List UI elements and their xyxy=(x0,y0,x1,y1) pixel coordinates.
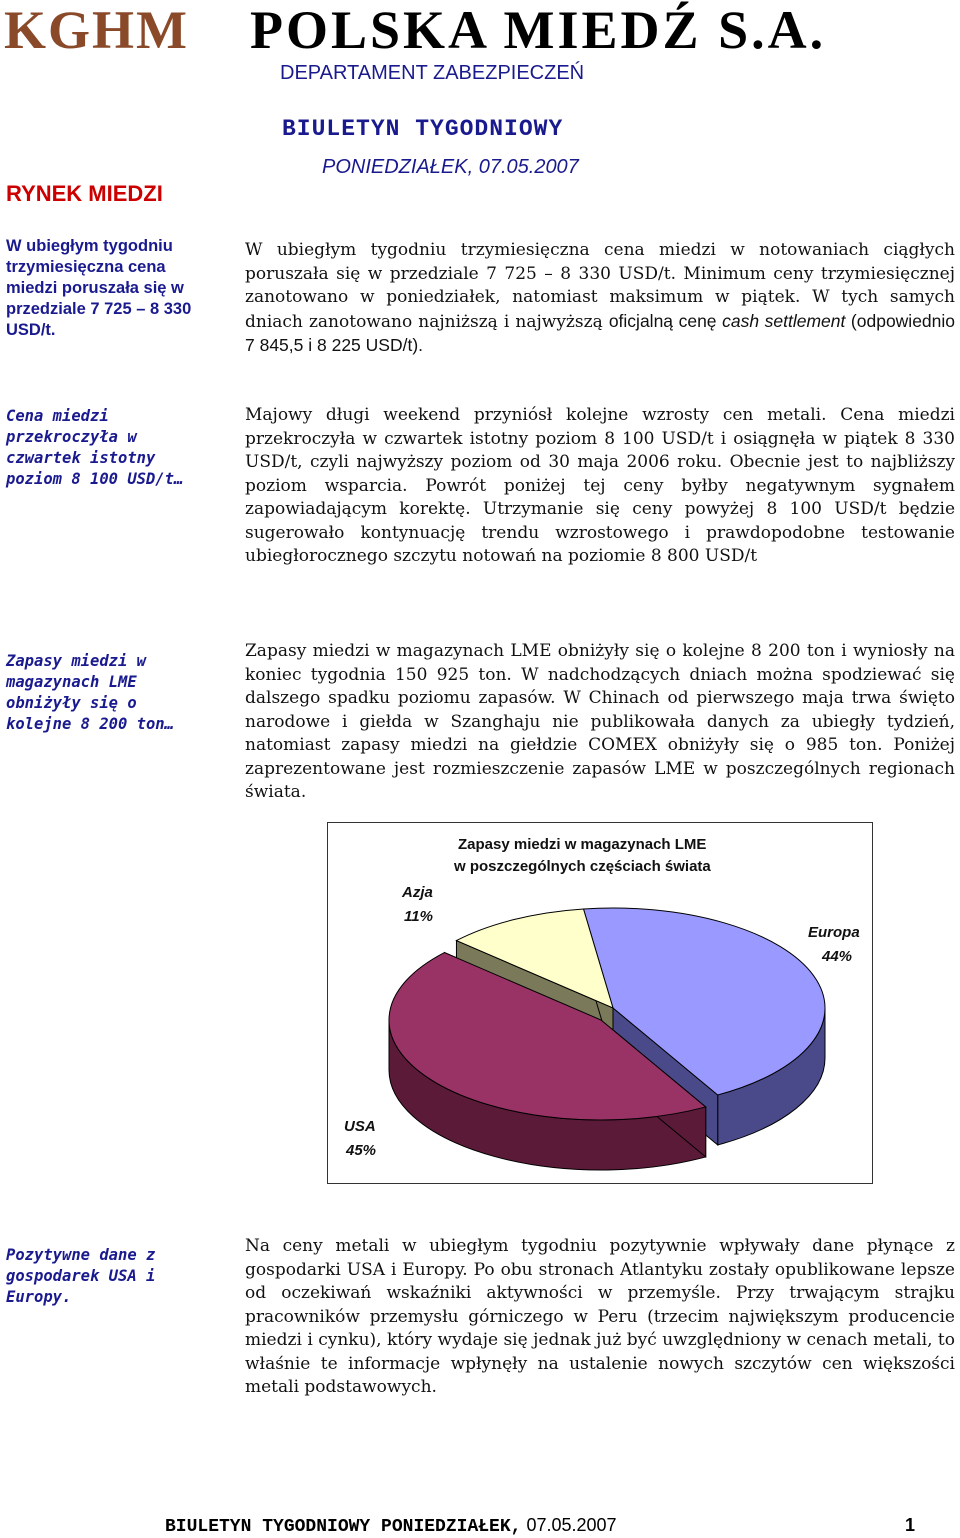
side-note: Pozytywne dane z gospodarek USA i Europy. xyxy=(6,1246,156,1306)
section-title: RYNEK MIEDZI xyxy=(6,181,163,206)
slice-label-europa: Europa xyxy=(808,924,860,941)
page-footer xyxy=(165,1515,915,1537)
paragraph: Majowy długi weekend przyniósł kolejne wzrosty cen metali. Cena miedzi przekroczyła w czwartek istotny poziom 8 100 USD/t i osiągnęła w piątek 8 330 USD/t, czyli najwyższy poziom od 30 maja 2006 roku. Obecnie jest to najbliższy poziom wsparcia. Powrót poniżej tej ceny byłby negatywnym sygnałem zapowiadającym korektę. Utrzymanie się ceny powyżej 8 100 USD/t będzie sugerowało kontynuację trendu wzrostowego i prawdopodobne testowanie ubiegłorocznego szczytu notowań na poziomie 8 800 USD/t xyxy=(245,405,955,566)
slice-value-europa: 44% xyxy=(822,948,853,965)
side-note: Cena miedzi przekroczyła w czwartek istotny poziom 8 100 USD/t… xyxy=(6,407,184,488)
page-number: 1 xyxy=(904,1515,915,1535)
pie-chart xyxy=(327,822,873,1184)
paragraph-text: W ubiegłym tygodniu trzymiesięczna cena miedzi w notowaniach ciągłych poruszała się w przedziale 7 725 – 8 330 USD/t. Minimum ceny trzymiesięcznej zanotowano w poniedziałek, natomiast maksimum w piątek. W tych samych dniach zanotowano najniższą i najwyższą xyxy=(245,240,955,332)
footer-title: BIULETYN TYGODNIOWY PONIEDZIAŁEK, xyxy=(165,1517,522,1537)
company-name: POLSKA MIEDŹ S.A. xyxy=(250,0,827,60)
chart-title: Zapasy miedzi w magazynach LME xyxy=(458,836,707,853)
side-note: W ubiegłym tygodniu trzymiesięczna cena miedzi poruszała się w przedziale 7 725 – 8 330 USD/t. xyxy=(6,237,192,339)
footer-date: 07.05.2007 xyxy=(521,1515,617,1535)
slice-value-usa: 45% xyxy=(346,1142,377,1159)
pie-chart-svg xyxy=(328,823,872,1183)
chart-subtitle: w poszczególnych częściach świata xyxy=(454,858,711,875)
slice-value-azja: 11% xyxy=(404,908,433,925)
cash-settlement-term: cash settlement xyxy=(722,310,846,331)
paragraph xyxy=(245,239,955,359)
paragraph: Zapasy miedzi w magazynach LME obniżyły się o kolejne 8 200 ton i wyniosły na koniec tygodnia 150 925 ton. W nadchodzących dniach można spodziewać się dalszego spadku poziomu zapasów. W Chinach od pierwszego maja trwa święto narodowe i giełda w Szanghaju nie publikowała danych za ubiegły tydzień, natomiast zapasy miedzi na giełdzie COMEX obniżyły się o 985 ton. Poniżej zaprezentowane jest rozmieszczenie zapasów LME w poszczególnych regionach świata. xyxy=(245,641,955,802)
slice-label-usa: USA xyxy=(344,1118,376,1135)
slice-label-azja: Azja xyxy=(402,884,433,901)
paragraph-text: oficjalną cenę cash settlement (odpowiednio 7 845,5 i 8 225 USD/t). xyxy=(245,310,956,355)
department-name: DEPARTAMENT ZABEZPIECZEŃ xyxy=(280,62,585,84)
side-note: Zapasy miedzi w magazynach LME obniżyły się o kolejne 8 200 ton… xyxy=(6,652,174,733)
bulletin-title: BIULETYN TYGODNIOWY xyxy=(282,116,564,142)
bulletin-date: PONIEDZIAŁEK, 07.05.2007 xyxy=(322,156,579,178)
paragraph: Na ceny metali w ubiegłym tygodniu pozytywnie wpływały dane płynące z gospodarki USA i Europy. Po obu stronach Atlantyku zostały opublikowane lepsze od oczekiwań wskaźniki aktywności w przemyśle. Przy trwającym strajku pracowników przemysłu górniczego w Peru (trzecim największym producencie miedzi i cynku), który wydaje się jednak już być uwzględniony w cenach metali, to właśnie te informacje wpłynęły na ustalenie nowych szczytów cen większości metali podstawowych. xyxy=(245,1236,955,1397)
kghm-logo: KGHM xyxy=(4,0,189,60)
